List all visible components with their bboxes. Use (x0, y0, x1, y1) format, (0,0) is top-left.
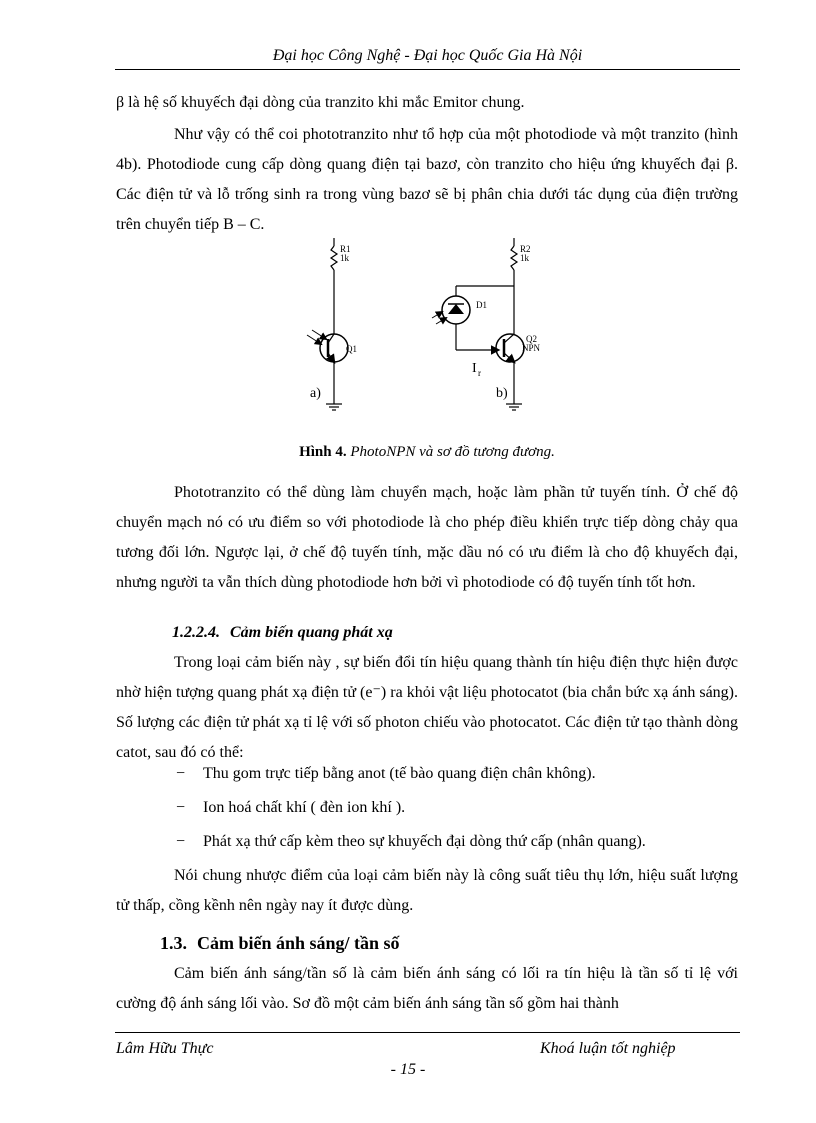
label-a: a) (310, 386, 321, 401)
caption-label: Hình 4. (299, 444, 347, 460)
list-item-text: Thu gom trực tiếp bằng anot (tế bào quang điện chân không). (203, 765, 596, 782)
label-current: I (472, 361, 477, 376)
ground-b-symbol (506, 404, 522, 410)
resistor-r2-symbol (511, 246, 517, 270)
section-number: 1.3. (160, 933, 187, 953)
paragraph-light-frequency: Cảm biến ánh sáng/tần số là cảm biến ánh sáng có lối ra tín hiệu là tần số tỉ lệ với cường độ ánh sáng lối vào. Sơ đồ một cảm biến ánh sáng tần số gồm hai thành (116, 965, 738, 1012)
paragraph-drawbacks: Nói chung nhược điểm của loại cảm biến này là công suất tiêu thụ lớn, hiệu suất lượng tử thấp, cồng kềnh nên ngày nay ít được dùng. (116, 867, 738, 914)
footer-author: Lâm Hữu Thực (116, 1040, 214, 1057)
list-dash: − (176, 765, 186, 782)
figure-caption (116, 442, 738, 462)
list-dash: − (176, 833, 186, 850)
list-dash: − (176, 799, 186, 816)
label-d1: D1 (476, 300, 487, 310)
label-r1: R1 (340, 244, 351, 254)
footer-thesis: Khoá luận tốt nghiệp (540, 1040, 676, 1057)
label-r1-value: 1k (340, 253, 349, 263)
section-heading-1-3 (160, 930, 400, 956)
paragraph-phototransistor-model: Như vậy có thể coi phototranzito như tổ hợp của một photodiode và một tranzito (hình 4b). Photodiode cung cấp dòng quang điện tại bazơ, còn tranzito cho hiệu ứng khuyếch đại β. Các điện tử và lỗ trống sinh ra trong vùng bazơ sẽ bị phân chia dưới tác dụng của điện trường trên chuyển tiếp B – C. (116, 126, 738, 233)
label-npn: NPN (522, 343, 541, 353)
label-q1: Q1 (346, 344, 357, 354)
section-number: 1.2.2.4. (172, 624, 220, 641)
section-heading-1-2-2-4 (172, 621, 393, 645)
header-rule (115, 69, 740, 70)
paragraph-phototransistor-usage: Phototranzito có thể dùng làm chuyển mạch, hoặc làm phần tử tuyến tính. Ở chế độ chuyển mạch nó có ưu điểm so với photodiode là cho phép điều khiển trực tiếp dòng chảy qua tương đối lớn. Ngược lại, ở chế độ tuyến tính, mặc dầu nó có ưu điểm là cho độ khuyếch đại, nhưng người ta vẫn thích dùng photodiode hơn bởi vì photodiode có độ tuyến tính tốt hơn. (116, 484, 738, 591)
label-current-sub: r (478, 368, 481, 378)
section-title: Cảm biến quang phát xạ (230, 624, 393, 641)
section-title: Cảm biến ánh sáng/ tần số (197, 933, 400, 953)
figure-4-circuit (290, 238, 580, 418)
label-r2-value: 1k (520, 253, 529, 263)
circuit-b (432, 238, 541, 410)
list-item (176, 797, 405, 819)
running-header: Đại học Công Nghệ - Đại học Quốc Gia Hà Nội (272, 47, 583, 64)
caption-text: PhotoNPN và sơ đồ tương đương. (350, 444, 555, 460)
paragraph-photoemission: Trong loại cảm biến này , sự biến đổi tín hiệu quang thành tín hiệu điện thực hiện được nhờ hiện tượng quang phát xạ điện tử (e⁻) ra khỏi vật liệu photocatot (bia chắn bức xạ ánh sáng). Số lượng các điện tử phát xạ tỉ lệ với số photon chiếu vào photocatot. Các điện tử tạo thành dòng catot, sau đó có thể: (116, 654, 738, 761)
label-r2: R2 (520, 244, 531, 254)
circuit-diagram (290, 238, 580, 418)
resistor-r1-symbol (331, 246, 337, 270)
paragraph-beta: β là hệ số khuyếch đại dòng của tranzito khi mắc Emitor chung. (116, 94, 525, 111)
list-item-text: Phát xạ thứ cấp kèm theo sự khuyếch đại dòng thứ cấp (nhân quang). (203, 833, 646, 850)
label-q2: Q2 (526, 334, 537, 344)
circuit-a (307, 238, 357, 410)
list-item-text: Ion hoá chất khí ( đèn ion khí ). (203, 799, 406, 816)
footer-rule (115, 1032, 740, 1033)
ground-a-symbol (326, 404, 342, 410)
list-item (176, 831, 646, 853)
page-number: - 15 - (390, 1061, 426, 1078)
list-item (176, 763, 596, 785)
label-b: b) (496, 386, 508, 401)
